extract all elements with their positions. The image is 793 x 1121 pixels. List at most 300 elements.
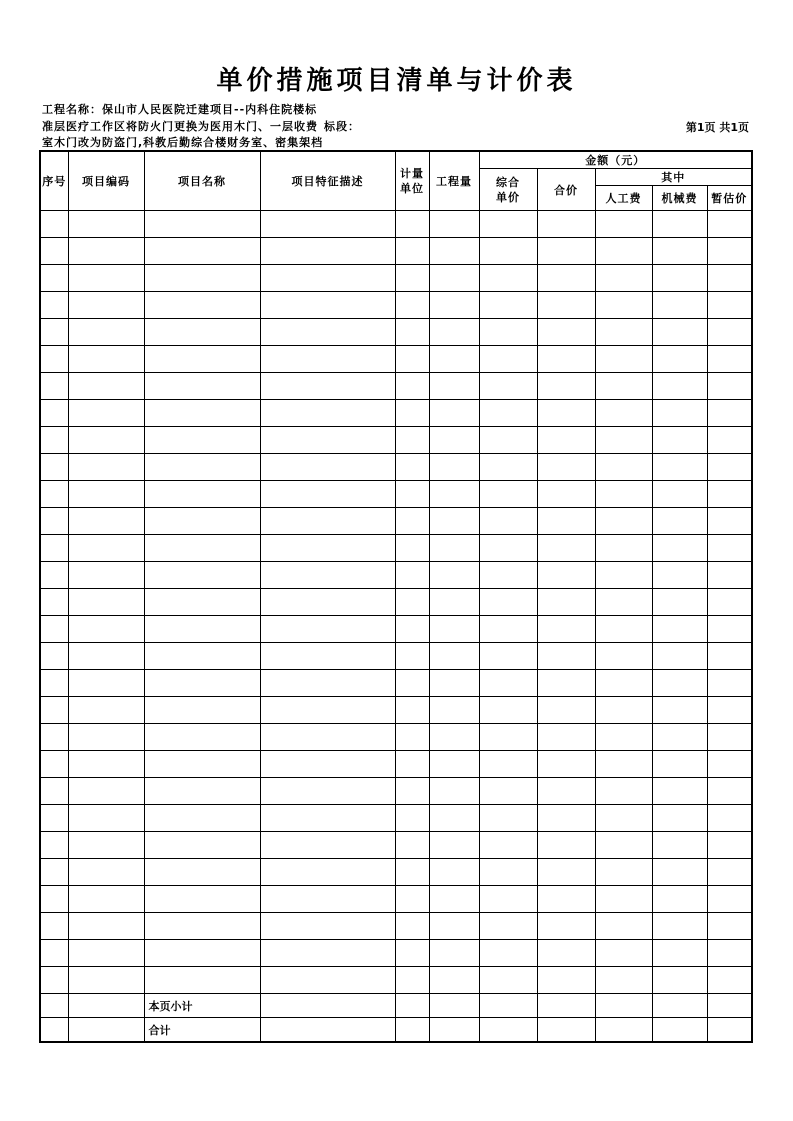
table-cell — [395, 292, 429, 319]
table-cell — [537, 589, 595, 616]
table-cell — [40, 265, 68, 292]
table-cell — [707, 778, 752, 805]
table-cell — [395, 319, 429, 346]
table-cell — [429, 589, 479, 616]
table-row — [40, 778, 752, 805]
table-cell — [395, 778, 429, 805]
table-row — [40, 319, 752, 346]
table-cell — [68, 859, 144, 886]
table-cell — [537, 319, 595, 346]
table-cell — [260, 643, 395, 670]
table-cell — [707, 400, 752, 427]
table-cell — [144, 967, 260, 994]
table-cell — [595, 265, 652, 292]
table-row — [40, 940, 752, 967]
table-cell — [68, 778, 144, 805]
project-name-line2-text: 准层医疗工作区将防火门更换为医用木门、一层收费 — [42, 120, 318, 133]
table-cell — [68, 427, 144, 454]
table-cell — [395, 967, 429, 994]
table-cell — [595, 454, 652, 481]
col-header-total: 合价 — [537, 169, 595, 211]
table-row — [40, 265, 752, 292]
table-cell — [144, 670, 260, 697]
table-cell — [479, 562, 537, 589]
table-cell — [479, 886, 537, 913]
table-row — [40, 481, 752, 508]
table-cell — [652, 454, 707, 481]
table-cell — [537, 454, 595, 481]
table-cell — [40, 292, 68, 319]
table-cell — [429, 697, 479, 724]
table-cell — [707, 427, 752, 454]
table-cell — [429, 211, 479, 238]
project-name-line2 — [42, 118, 360, 134]
table-cell — [537, 238, 595, 265]
table-cell — [68, 886, 144, 913]
table-cell — [429, 805, 479, 832]
table-cell — [395, 562, 429, 589]
table-cell — [595, 670, 652, 697]
table-cell — [652, 751, 707, 778]
table-cell — [68, 535, 144, 562]
table-cell — [144, 292, 260, 319]
table-cell — [68, 832, 144, 859]
table-cell — [68, 373, 144, 400]
table-cell — [144, 481, 260, 508]
table-cell — [40, 805, 68, 832]
table-cell — [395, 211, 429, 238]
table-cell — [652, 697, 707, 724]
table-cell — [395, 859, 429, 886]
table-cell — [40, 724, 68, 751]
table-cell — [40, 211, 68, 238]
table-cell — [68, 805, 144, 832]
table-cell — [40, 940, 68, 967]
table-cell — [40, 643, 68, 670]
table-cell — [595, 238, 652, 265]
table-cell — [260, 940, 395, 967]
table-cell — [144, 265, 260, 292]
table-cell — [260, 832, 395, 859]
table-cell — [68, 238, 144, 265]
table-row — [40, 697, 752, 724]
table-cell — [429, 886, 479, 913]
table-cell — [707, 373, 752, 400]
table-cell — [537, 967, 595, 994]
table-cell — [537, 886, 595, 913]
table-cell — [40, 373, 68, 400]
table-cell — [707, 751, 752, 778]
pricing-table — [39, 150, 753, 1043]
table-cell — [68, 454, 144, 481]
table-cell — [595, 616, 652, 643]
table-cell — [479, 535, 537, 562]
table-cell — [652, 940, 707, 967]
table-cell — [707, 211, 752, 238]
table-cell — [395, 940, 429, 967]
col-header-provisional: 暂估价 — [707, 186, 752, 211]
table-cell — [652, 616, 707, 643]
table-cell — [260, 589, 395, 616]
table-cell — [40, 508, 68, 535]
col-header-of-which: 其中 — [595, 169, 752, 186]
subtotal-row — [40, 994, 752, 1018]
table-cell — [144, 373, 260, 400]
table-cell — [429, 940, 479, 967]
table-cell — [479, 346, 537, 373]
table-cell — [537, 724, 595, 751]
table-cell — [479, 400, 537, 427]
table-cell — [68, 724, 144, 751]
table-cell — [40, 427, 68, 454]
table-cell — [429, 346, 479, 373]
table-cell — [537, 778, 595, 805]
table-cell — [395, 265, 429, 292]
table-cell — [707, 481, 752, 508]
table-cell — [707, 967, 752, 994]
table-cell — [595, 697, 652, 724]
table-cell — [707, 805, 752, 832]
table-cell — [40, 697, 68, 724]
table-cell — [537, 805, 595, 832]
section-label: 标段： — [324, 120, 360, 133]
page-title: 单价措施项目清单与计价表 — [216, 66, 577, 96]
col-header-machine: 机械费 — [652, 186, 707, 211]
table-cell — [652, 859, 707, 886]
table-cell — [68, 697, 144, 724]
table-cell — [429, 562, 479, 589]
table-cell — [479, 940, 537, 967]
table-cell — [40, 319, 68, 346]
table-cell — [707, 913, 752, 940]
table-cell — [595, 400, 652, 427]
table-row — [40, 616, 752, 643]
table-cell — [40, 832, 68, 859]
table-cell — [260, 238, 395, 265]
table-cell — [537, 346, 595, 373]
table-cell — [595, 724, 652, 751]
table-cell — [652, 778, 707, 805]
table-cell — [595, 481, 652, 508]
table-cell — [429, 454, 479, 481]
table-row — [40, 805, 752, 832]
col-header-name: 项目名称 — [144, 151, 260, 211]
table-cell — [40, 562, 68, 589]
table-cell — [707, 724, 752, 751]
table-cell — [260, 400, 395, 427]
table-cell — [68, 292, 144, 319]
table-cell — [537, 859, 595, 886]
table-cell — [395, 346, 429, 373]
table-row — [40, 859, 752, 886]
table-cell — [429, 724, 479, 751]
table-cell — [707, 616, 752, 643]
table-cell — [144, 940, 260, 967]
table-cell — [260, 967, 395, 994]
table-cell — [395, 913, 429, 940]
table-cell — [707, 832, 752, 859]
table-cell — [479, 373, 537, 400]
table-cell — [595, 778, 652, 805]
table-cell — [652, 265, 707, 292]
table-cell — [479, 670, 537, 697]
table-cell — [260, 346, 395, 373]
table-cell — [595, 589, 652, 616]
table-cell — [595, 913, 652, 940]
table-cell — [652, 481, 707, 508]
table-cell — [68, 400, 144, 427]
col-header-code: 项目编码 — [68, 151, 144, 211]
table-cell — [40, 589, 68, 616]
table-row — [40, 427, 752, 454]
table-cell — [144, 697, 260, 724]
table-cell — [429, 319, 479, 346]
table-cell — [652, 238, 707, 265]
table-cell — [260, 292, 395, 319]
table-cell — [260, 859, 395, 886]
table-cell — [395, 427, 429, 454]
table-cell — [537, 292, 595, 319]
table-cell — [144, 238, 260, 265]
table-row — [40, 454, 752, 481]
table-cell — [479, 238, 537, 265]
table-cell — [479, 967, 537, 994]
table-cell — [479, 643, 537, 670]
table-cell — [40, 859, 68, 886]
table-cell — [652, 373, 707, 400]
table-cell — [40, 913, 68, 940]
table-cell — [395, 535, 429, 562]
table-cell — [429, 967, 479, 994]
total-label: 合计 — [144, 1018, 260, 1043]
table-row — [40, 886, 752, 913]
table-cell — [652, 967, 707, 994]
col-header-desc: 项目特征描述 — [260, 151, 395, 211]
table-cell — [479, 751, 537, 778]
table-cell — [395, 697, 429, 724]
table-cell — [479, 508, 537, 535]
table-cell — [429, 913, 479, 940]
col-header-unit: 计量 单位 — [395, 151, 429, 211]
table-cell — [537, 751, 595, 778]
table-cell — [537, 373, 595, 400]
subtotal-label: 本页小计 — [144, 994, 260, 1018]
table-cell — [144, 454, 260, 481]
table-row — [40, 832, 752, 859]
table-cell — [144, 832, 260, 859]
table-cell — [537, 940, 595, 967]
table-row — [40, 562, 752, 589]
table-row — [40, 346, 752, 373]
table-cell — [144, 211, 260, 238]
table-cell — [595, 319, 652, 346]
table-cell — [707, 562, 752, 589]
table-cell — [537, 211, 595, 238]
table-cell — [479, 427, 537, 454]
table-cell — [68, 481, 144, 508]
table-cell — [260, 373, 395, 400]
table-cell — [479, 454, 537, 481]
table-cell — [537, 400, 595, 427]
table-cell — [652, 913, 707, 940]
table-cell — [479, 265, 537, 292]
table-row — [40, 724, 752, 751]
table-row — [40, 643, 752, 670]
table-cell — [707, 238, 752, 265]
table-cell — [595, 886, 652, 913]
table-cell — [260, 778, 395, 805]
table-row — [40, 400, 752, 427]
table-cell — [144, 508, 260, 535]
table-cell — [537, 562, 595, 589]
table-cell — [707, 346, 752, 373]
table-row — [40, 238, 752, 265]
table-cell — [260, 913, 395, 940]
table-cell — [479, 292, 537, 319]
table-cell — [537, 670, 595, 697]
table-cell — [652, 346, 707, 373]
col-header-amount: 金额（元） — [479, 151, 752, 169]
table-cell — [395, 373, 429, 400]
table-cell — [479, 724, 537, 751]
table-cell — [595, 562, 652, 589]
table-cell — [395, 616, 429, 643]
col-header-seq: 序号 — [40, 151, 68, 211]
table-cell — [707, 319, 752, 346]
table-cell — [40, 670, 68, 697]
table-cell — [707, 535, 752, 562]
table-cell — [144, 643, 260, 670]
table-cell — [429, 778, 479, 805]
table-cell — [652, 832, 707, 859]
table-row — [40, 508, 752, 535]
table-body — [40, 211, 752, 1043]
table-cell — [479, 778, 537, 805]
table-cell — [707, 859, 752, 886]
table-cell — [652, 670, 707, 697]
table-cell — [429, 508, 479, 535]
table-cell — [144, 319, 260, 346]
table-cell — [68, 913, 144, 940]
table-cell — [68, 940, 144, 967]
table-cell — [479, 616, 537, 643]
table-cell — [260, 454, 395, 481]
table-cell — [68, 265, 144, 292]
table-cell — [260, 319, 395, 346]
table-cell — [68, 670, 144, 697]
table-cell — [260, 616, 395, 643]
table-cell — [595, 940, 652, 967]
table-cell — [707, 508, 752, 535]
table-cell — [144, 724, 260, 751]
table-cell — [652, 535, 707, 562]
table-cell — [68, 346, 144, 373]
table-cell — [595, 211, 652, 238]
table-cell — [429, 400, 479, 427]
table-cell — [144, 562, 260, 589]
table-cell — [144, 346, 260, 373]
table-cell — [144, 616, 260, 643]
table-cell — [260, 670, 395, 697]
table-cell — [595, 508, 652, 535]
table-cell — [479, 319, 537, 346]
table-cell — [595, 292, 652, 319]
col-header-labor: 人工费 — [595, 186, 652, 211]
table-cell — [40, 535, 68, 562]
table-cell — [429, 427, 479, 454]
table-cell — [652, 292, 707, 319]
table-cell — [68, 211, 144, 238]
table-cell — [395, 589, 429, 616]
table-cell — [260, 805, 395, 832]
table-cell — [68, 562, 144, 589]
table-cell — [707, 940, 752, 967]
table-cell — [537, 265, 595, 292]
table-cell — [595, 427, 652, 454]
table-cell — [537, 508, 595, 535]
table-cell — [429, 238, 479, 265]
table-cell — [144, 778, 260, 805]
table-cell — [537, 535, 595, 562]
table-cell — [144, 805, 260, 832]
table-cell — [479, 913, 537, 940]
table-cell — [429, 616, 479, 643]
project-name-line1: 工程名称：保山市人民医院迁建项目--内科住院楼标 — [42, 103, 318, 116]
table-cell — [395, 481, 429, 508]
table-cell — [707, 643, 752, 670]
table-cell — [595, 805, 652, 832]
table-cell — [68, 616, 144, 643]
table-cell — [652, 562, 707, 589]
table-cell — [40, 616, 68, 643]
table-cell — [260, 697, 395, 724]
table-cell — [595, 832, 652, 859]
table-cell — [707, 697, 752, 724]
table-cell — [40, 751, 68, 778]
table-cell — [479, 211, 537, 238]
table-cell — [652, 589, 707, 616]
table-cell — [68, 643, 144, 670]
table-cell — [260, 751, 395, 778]
table-cell — [707, 454, 752, 481]
table-cell — [144, 400, 260, 427]
table-cell — [595, 373, 652, 400]
col-header-unit-price: 综合 单价 — [479, 169, 537, 211]
table-cell — [652, 805, 707, 832]
table-cell — [652, 211, 707, 238]
table-cell — [429, 670, 479, 697]
table-cell — [595, 967, 652, 994]
table-cell — [395, 238, 429, 265]
table-cell — [40, 967, 68, 994]
table-cell — [707, 886, 752, 913]
table-cell — [537, 427, 595, 454]
table-cell — [707, 670, 752, 697]
table-cell — [479, 832, 537, 859]
table-cell — [395, 643, 429, 670]
table-row — [40, 373, 752, 400]
table-row — [40, 670, 752, 697]
table-cell — [429, 481, 479, 508]
table-cell — [260, 211, 395, 238]
table-cell — [537, 697, 595, 724]
page-info: 第1页 共1页 — [685, 121, 749, 134]
table-cell — [260, 724, 395, 751]
table-cell — [68, 508, 144, 535]
table-cell — [395, 400, 429, 427]
table-cell — [707, 589, 752, 616]
table-cell — [707, 292, 752, 319]
